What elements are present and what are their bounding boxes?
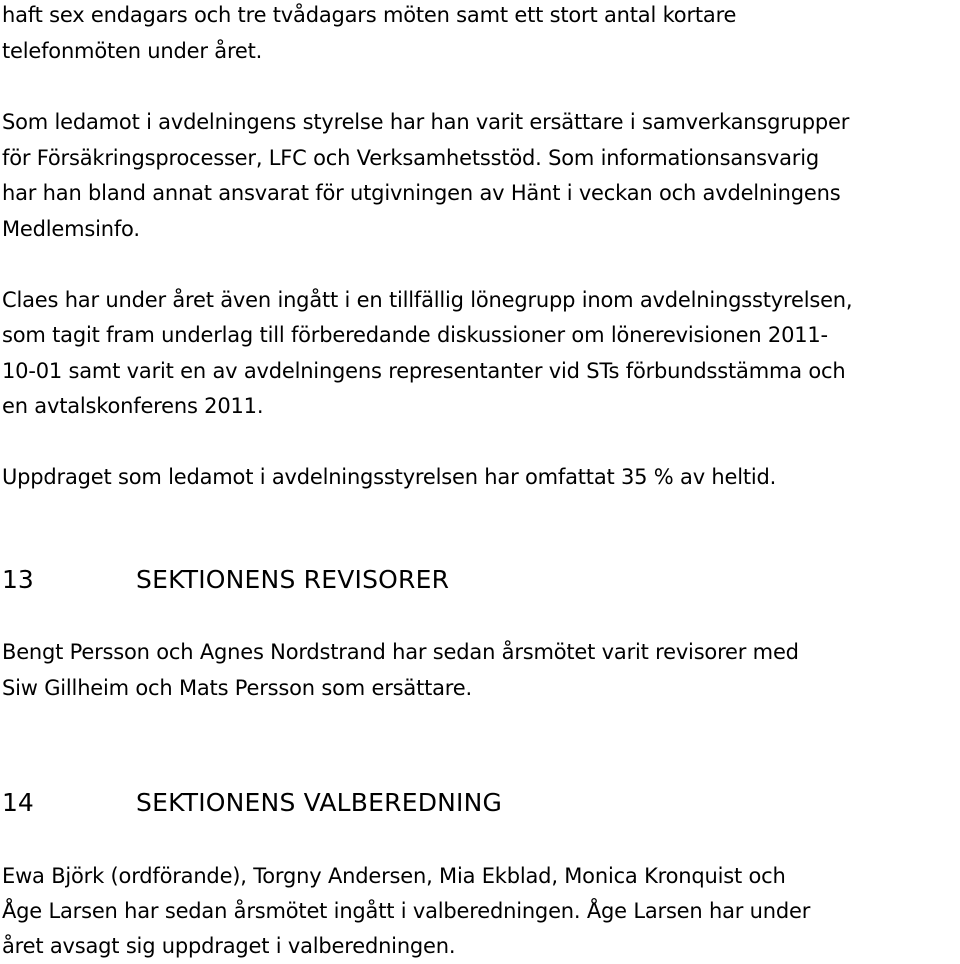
text-line: för Försäkringsprocesser, LFC och Verksamhetsstöd. Som informationsansvarig: [2, 146, 819, 170]
text-line: Åge Larsen har sedan årsmötet ingått i valberedningen. Åge Larsen har under: [2, 899, 811, 923]
text-line: Siw Gillheim och Mats Persson som ersättare.: [2, 676, 472, 700]
section-number: 13: [2, 565, 34, 594]
text-line: året avsagt sig uppdraget i valberedningen.: [2, 934, 456, 958]
text-line: Bengt Persson och Agnes Nordstrand har sedan årsmötet varit revisorer med: [2, 640, 799, 664]
text-line: har han bland annat ansvarat för utgivningen av Hänt i veckan och avdelningens: [2, 181, 841, 205]
text-line: Claes har under året även ingått i en tillfällig lönegrupp inom avdelningsstyrelsen,: [2, 288, 853, 312]
section-title: SEKTIONENS VALBEREDNING: [136, 788, 503, 817]
text-line: Som ledamot i avdelningens styrelse har han varit ersättare i samverkansgrupper: [2, 110, 850, 134]
text-line: en avtalskonferens 2011.: [2, 394, 264, 418]
text-line: Ewa Björk (ordförande), Torgny Andersen, Mia Ekblad, Monica Kronquist och: [2, 864, 786, 888]
section-title: SEKTIONENS REVISORER: [136, 565, 450, 594]
text-line: som tagit fram underlag till förberedande diskussioner om lönerevisionen 2011-: [2, 323, 828, 347]
section-number: 14: [2, 788, 34, 817]
text-line: Medlemsinfo.: [2, 217, 140, 241]
text-line: Uppdraget som ledamot i avdelningsstyrelsen har omfattat 35 % av heltid.: [2, 465, 777, 489]
text-line: haft sex endagars och tre tvådagars möten samt ett stort antal kortare: [2, 3, 737, 27]
text-line: telefonmöten under året.: [2, 39, 263, 63]
text-line: 10-01 samt varit en av avdelningens representanter vid STs förbundsstämma och: [2, 359, 846, 383]
